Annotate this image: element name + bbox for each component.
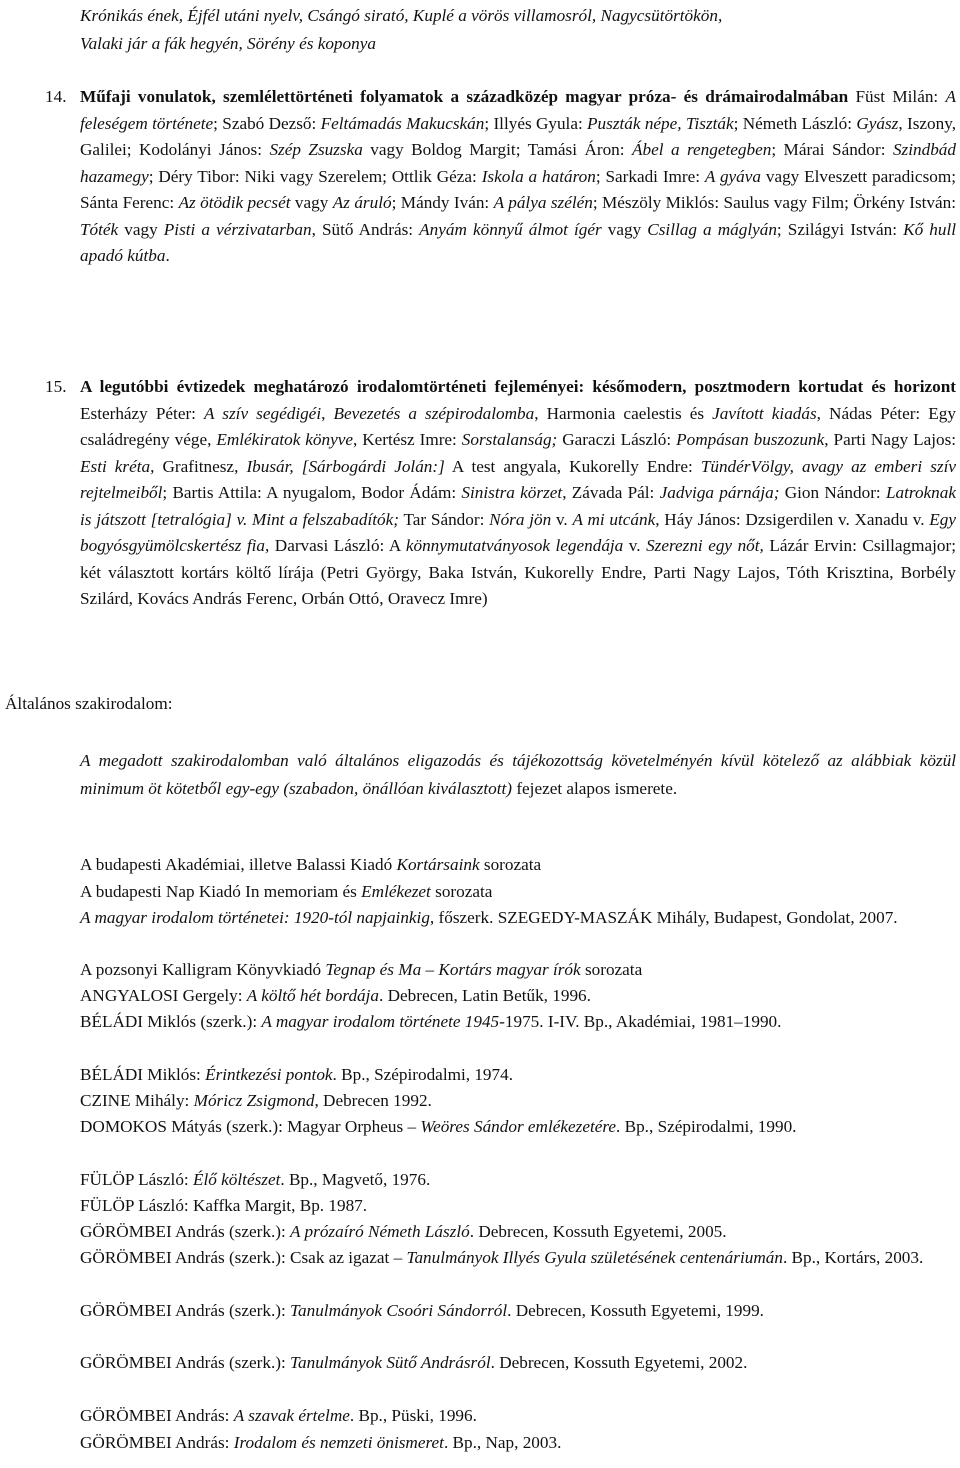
item-14-segment: Az ötödik pecsét	[178, 193, 291, 212]
item-15-segment: Ibusár, [Sárbogárdi Jolán:]	[246, 456, 445, 476]
bibliography-entry	[80, 1298, 960, 1324]
bibliography-entry-segment: Irodalom és nemzeti önismeret	[233, 1433, 444, 1452]
item-15-segment: Pompásan buszozunk	[676, 430, 825, 449]
bibliography-entry-segment: A költő hét bordája	[246, 986, 380, 1005]
item-14-paragraph	[80, 84, 956, 270]
bibliography-entry-segment: BÉLÁDI Miklós (szerk.):	[80, 1012, 262, 1031]
bibliography-entry-segment: . Debrecen, Kossuth Egyetemi, 1999.	[507, 1301, 764, 1320]
item-15-paragraph	[80, 374, 956, 613]
bibliography-entry-segment: Tanulmányok Csoóri Sándorról	[290, 1301, 508, 1320]
bibliography-entry-segment: , Debrecen 1992.	[314, 1091, 432, 1110]
item-14-segment: ; Szilágyi István:	[776, 219, 904, 239]
item-14-segment: ; Szabó Dezső:	[213, 113, 321, 133]
bibliography-entry-segment: DOMOKOS Mátyás (szerk.): Magyar Orpheus –	[80, 1117, 421, 1136]
item-15-segment: , Závada Pál:	[562, 483, 660, 502]
item-14-body	[80, 87, 956, 265]
bibliography-entry-segment: A magyar irodalom történetei: 1920-tól napjainkig	[80, 908, 430, 927]
item-15-segment: Esti kréta	[80, 456, 151, 476]
item-15-segment: , Grafitnesz,	[150, 456, 247, 476]
bibliography-entry-segment: sorozata	[479, 855, 542, 874]
item-14-segment: Pisti a vérzivatarban	[163, 219, 312, 239]
bibliography-entry	[80, 983, 960, 1009]
item-14-segment: ; Mándy Iván:	[391, 193, 494, 212]
item-15-segment: v.	[623, 536, 647, 555]
item-14-segment: .	[165, 246, 170, 265]
item-14-segment: Gyász	[856, 113, 899, 133]
item-15-segment: Egy bogyósgyümölcskertész fia	[80, 509, 957, 555]
bibliography-entry	[80, 1350, 960, 1376]
bibliography-entry-segment: A pozsonyi Kalligram Könyvkiadó	[80, 960, 326, 979]
item-14-segment: , Sütő András:	[311, 219, 420, 239]
bibliography-entry-segment: GÖRÖMBEI András (szerk.): Csak az igazat –	[80, 1248, 407, 1267]
item-14-segment: , Iszony, Galilei; Kodolányi János:	[80, 113, 956, 159]
item-15-segment: TündérVölgy, avagy az emberi szív rejtelmeiből	[80, 456, 956, 502]
item-15-segment: , Háy János: Dzsigerdilen v. Xanadu v.	[655, 509, 930, 529]
item-14-segment: vagy	[118, 219, 164, 239]
bibliography-entry	[80, 1193, 960, 1219]
intro-paragraph	[80, 747, 956, 802]
item-15-segment: , Kertész Imre:	[352, 430, 462, 449]
bibliography-entry-segment: Tanulmányok Illyés Gyula születésének centenáriumán	[406, 1248, 783, 1267]
bibliography-entry-segment: . Bp., Szépirodalmi, 1974.	[332, 1065, 513, 1084]
top-line-1: Krónikás ének, Éjfél utáni nyelv, Csángó sirató, Kuplé a vörös villamosról, Nagycsütörtökön,	[80, 6, 723, 25]
item-15-segment: Emlékiratok könyve	[216, 430, 353, 449]
item-15-segment: Jadviga párnája;	[659, 483, 780, 502]
bibliography-entry-segment: . Debrecen, Kossuth Egyetemi, 2005.	[469, 1222, 727, 1241]
item-14-segment: Anyám könnyű álmot ígér	[419, 219, 602, 239]
bibliography-entry-segment: sorozata	[580, 960, 643, 979]
bibliography-entry	[80, 1403, 960, 1429]
bibliography-entry-segment: Tanulmányok Sütő Andrásról	[290, 1353, 491, 1372]
bibliography-entry	[80, 1009, 960, 1035]
bibliography-entry	[80, 905, 960, 931]
item-15-segment: A test angyala, Kukorelly Endre:	[444, 456, 701, 476]
intro-normal: fejezet alapos ismerete.	[512, 778, 678, 798]
item-15-segment: A szív segédigéi	[204, 403, 322, 423]
item-14-number: 14.	[45, 87, 67, 106]
bibliography-entry-segment: . Debrecen, Latin Betűk, 1996.	[379, 986, 591, 1005]
bibliography-entry	[80, 852, 960, 878]
item-14-segment: Feltámadás Makucskán	[320, 113, 485, 133]
bibliography-entry-segment: . Bp., Magvető, 1976.	[280, 1170, 431, 1189]
bibliography-entry	[80, 1088, 960, 1114]
item-14-segment: vagy Elveszett paradicsom; Sánta Ferenc:	[80, 166, 956, 212]
bibliography-entry-segment: Érintkezési pontok	[205, 1065, 333, 1084]
item-14-segment: Iskola a határon	[481, 166, 596, 186]
item-15-segment: Sinistra körzet	[461, 483, 563, 502]
bibliography-entry	[80, 957, 960, 983]
bibliography-entry-segment: GÖRÖMBEI András:	[80, 1433, 234, 1452]
bibliography-entry	[80, 1167, 960, 1193]
bibliography-entry-segment: . Debrecen, Kossuth Egyetemi, 2002.	[490, 1353, 748, 1372]
bibliography-entry	[80, 1430, 960, 1456]
bibliography-entry	[80, 879, 960, 905]
item-15-segment: Garaczi László:	[557, 430, 677, 449]
bibliography-entry-segment: GÖRÖMBEI András (szerk.):	[80, 1353, 291, 1372]
item-14-segment: ; Németh László:	[733, 113, 857, 133]
bibliography-entry-segment: , főszerk. SZEGEDY-MASZÁK Mihály, Budapest, Gondolat, 2007.	[429, 908, 898, 927]
item-14-segment: A pálya szélén	[493, 193, 593, 212]
item-14-segment: A feleségem története	[80, 87, 956, 133]
item-15-segment: A mi utcánk	[572, 509, 656, 529]
item-15-segment: ,	[321, 403, 334, 423]
item-14-segment: ; Mészöly Miklós: Saulus vagy Film; Örkény István:	[592, 193, 956, 212]
bibliography-entry-segment: . Bp., Kortárs, 2003.	[782, 1248, 924, 1267]
item-14-heading: Műfaji vonulatok, szemlélettörténeti folyamatok a századközép magyar próza- és drámairodalmában	[80, 87, 849, 106]
item-14-segment: ; Déry Tibor: Niki vagy Szerelem; Ottlik Géza:	[148, 166, 482, 186]
bibliography-entry-segment: -1975. I-IV. Bp., Akadémiai, 1981–1990.	[499, 1012, 782, 1031]
item-15-segment: , Nádas Péter: Egy családregény vége,	[80, 403, 956, 449]
item-14-segment: vagy	[290, 193, 333, 212]
bibliography-entry-segment: BÉLÁDI Miklós:	[80, 1065, 206, 1084]
bibliography-entry-segment: . Bp., Püski, 1996.	[349, 1406, 477, 1425]
item-14-segment: vagy Boldog Margit; Tamási Áron:	[362, 140, 632, 159]
item-14-segment: Ábel a rengetegben	[632, 140, 772, 159]
bibliography-entry-segment: FÜLÖP László: Kaffka Margit, Bp. 1987.	[80, 1196, 368, 1215]
item-15-heading: A legutóbbi évtizedek meghatározó irodalomtörténeti fejleményei: későmodern, posztmodern kortudat és horizont	[80, 377, 956, 396]
item-14-segment: ; Márai Sándor:	[771, 140, 893, 159]
bibliography-entry-segment: CZINE Mihály:	[80, 1091, 194, 1110]
item-15-segment: Esterházy Péter:	[80, 403, 205, 423]
item-15-segment: ; Bartis Attila: A nyugalom, Bodor Ádám:	[162, 483, 462, 502]
bibliography-entry-segment: ANGYALOSI Gergely:	[80, 986, 247, 1005]
item-15-segment: , Parti Nagy Lajos:	[824, 430, 957, 449]
bibliography-entry-segment: Emlékezet	[361, 882, 431, 901]
item-14-segment: ; Illyés Gyula:	[484, 113, 588, 133]
item-14-segment: Füst Milán:	[848, 87, 946, 106]
item-15-segment: Lázár Ervin: Csillagmajor; két választott kortárs költő lírája (Petri György, Baka István, Kukorelly Endre, Parti Nagy Lajos, Tóth Krisztina, Borbély Szilárd, Kovács András Ferenc, Orbán Ottó, Oravecz Imre)	[80, 536, 956, 608]
item-14-segment: Tóték	[80, 219, 119, 239]
bibliography-entry-segment: GÖRÖMBEI András:	[80, 1406, 234, 1425]
item-14-segment: Puszták népe, Tiszták	[587, 113, 734, 133]
bibliography-entry-segment: GÖRÖMBEI András (szerk.):	[80, 1301, 291, 1320]
bibliography-entry-segment: Kortársaink	[396, 855, 480, 874]
item-15-segment: Nóra jön	[489, 509, 552, 529]
bibliography-entry	[80, 1245, 960, 1271]
item-15-segment: Bevezetés a szépirodalomba	[333, 403, 535, 423]
item-15-segment: Javított kiadás	[712, 403, 817, 423]
intro-italic: A megadott szakirodalomban való általános eligazodás és tájékozottság követelményén kívül kötelező az alábbiak közül minimum öt kötetből egy-egy (szabadon, önállóan kiválasztott)	[80, 751, 956, 798]
item-14-segment: ; Sarkadi Imre:	[595, 166, 705, 186]
bibliography-entry-segment: Weöres Sándor emlékezetére	[420, 1117, 617, 1136]
bibliography-entry-segment: A budapesti Akadémiai, illetve Balassi Kiadó	[80, 855, 397, 874]
item-14-segment: Csillag a máglyán	[647, 219, 777, 239]
item-15-segment: v.	[551, 509, 573, 529]
general-literature-heading: Általános szakirodalom:	[5, 694, 173, 713]
item-15-segment: , Harmonia caelestis és	[534, 403, 713, 423]
item-15-segment: Sorstalanság;	[461, 430, 558, 449]
bibliography-entry	[80, 1114, 960, 1140]
item-15-segment: Szerezni egy nőt,	[646, 536, 764, 555]
item-15-segment: könnymutatványosok legendája	[405, 536, 624, 555]
item-14-segment: vagy	[601, 219, 648, 239]
item-14-segment: Szindbád hazamegy	[80, 140, 956, 186]
item-15-body	[80, 404, 956, 609]
bibliography-entry-segment: A budapesti Nap Kiadó In memoriam és	[80, 882, 362, 901]
top-line-2: Valaki jár a fák hegyén, Sörény és koponya	[80, 34, 376, 53]
item-15-segment: Latroknak is játszott [tetralógia] v. Mint a felszabadítók;	[80, 483, 956, 529]
bibliography-entry-segment: A magyar irodalom története 1945	[261, 1012, 500, 1031]
bibliography-entry-segment: . Bp., Szépirodalmi, 1990.	[616, 1117, 797, 1136]
bibliography-entry-segment: A szavak értelme	[233, 1406, 350, 1425]
bibliography-entry-segment: . Bp., Nap, 2003.	[443, 1433, 562, 1452]
item-15-number: 15.	[45, 377, 67, 396]
item-14-segment: Kő hull apadó kútba	[80, 219, 957, 265]
bibliography-entry-segment: sorozata	[430, 882, 493, 901]
bibliography-entry-segment: GÖRÖMBEI András (szerk.):	[80, 1222, 291, 1241]
item-14-segment: Szép Zsuzska	[269, 140, 363, 159]
item-15-segment: Gion Nándor:	[779, 483, 886, 502]
bibliography-entry-segment: Móricz Zsigmond	[193, 1091, 315, 1110]
bibliography-entry-segment: Élő költészet	[193, 1170, 281, 1189]
bibliography-entry-segment: A prózaíró Németh László	[290, 1222, 470, 1241]
bibliography-entry	[80, 1062, 960, 1088]
bibliography-entry-segment: FÜLÖP László:	[80, 1170, 193, 1189]
item-15-segment: , Darvasi László: A	[264, 536, 406, 555]
item-15-segment: Tar Sándor:	[399, 509, 490, 529]
bibliography-entry	[80, 1219, 960, 1245]
bibliography-entry-segment: Tegnap és Ma – Kortárs magyar írók	[325, 960, 581, 979]
item-14-segment: Az áruló	[332, 193, 392, 212]
item-14-segment: A gyáva	[704, 166, 761, 186]
